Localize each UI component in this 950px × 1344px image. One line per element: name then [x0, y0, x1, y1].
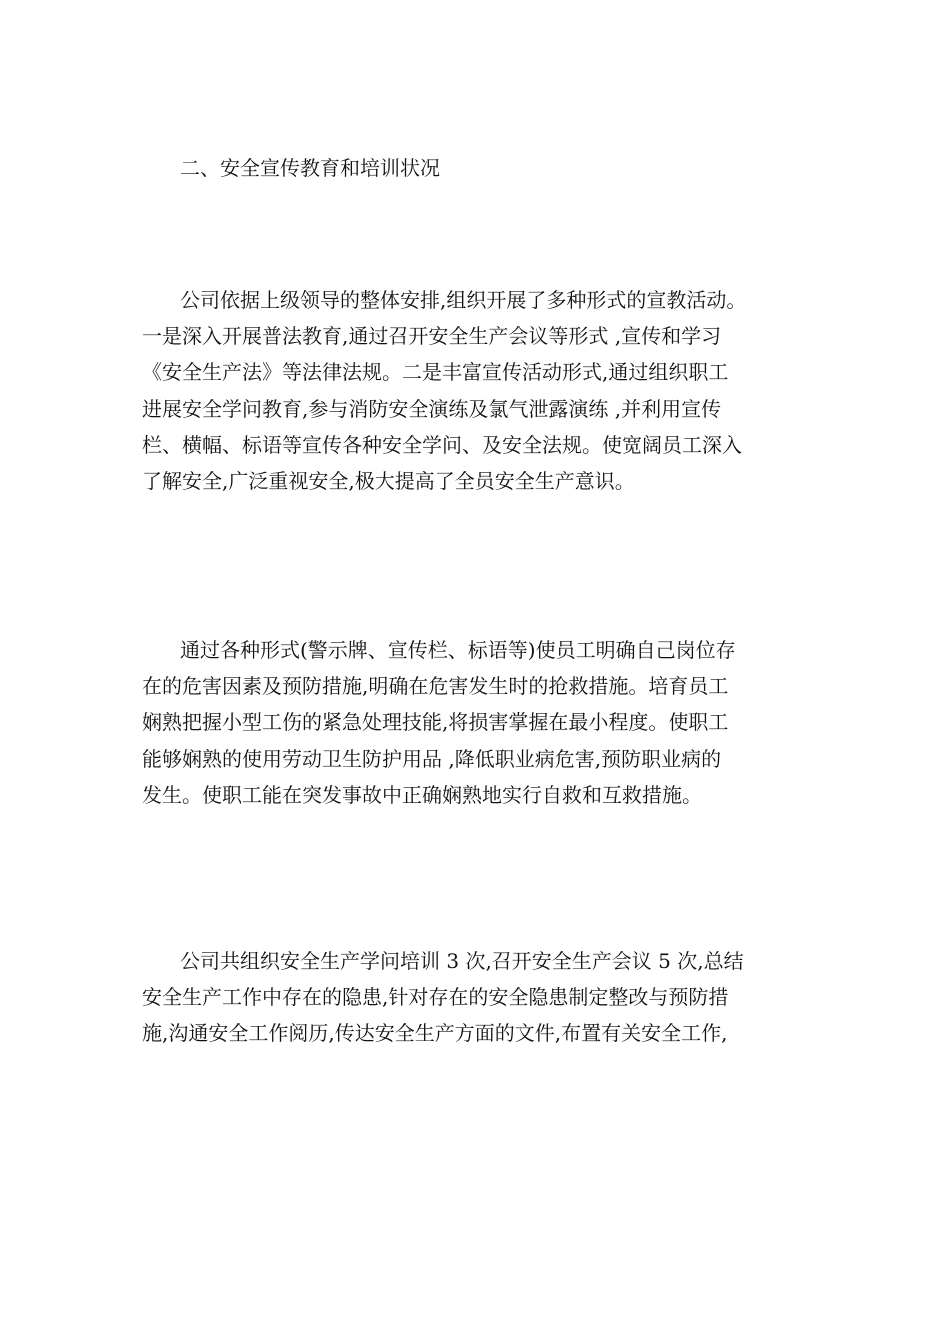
- paragraph-line: 进展安全学问教育,参与消防安全演练及氯气泄露演练 ,并利用宣传: [142, 396, 722, 421]
- paragraph-line: 发生。使职工能在突发事故中正确娴熟地实行自救和互救措施。: [142, 782, 702, 807]
- paragraph-line: 能够娴熟的使用劳动卫生防护用品 ,降低职业病危害,预防职业病的: [142, 746, 722, 771]
- section-heading: 二、安全宣传教育和培训状况: [180, 156, 440, 180]
- paragraph-line: 娴熟把握小型工伤的紧急处理技能,将损害掌握在最小程度。使职工: [142, 710, 729, 735]
- paragraph-training-sessions: [142, 943, 820, 1052]
- paragraph-line: 栏、横幅、标语等宣传各种安全学问、及安全法规。使宽阔员工深入: [142, 432, 742, 457]
- paragraph-line: 公司共组织安全生产学问培训 3 次,召开安全生产会议 5 次,总结: [180, 949, 744, 973]
- paragraph-hazard-awareness: [142, 632, 820, 813]
- paragraph-line: 公司依据上级领导的整体安排,组织开展了多种形式的宣教活动。: [180, 288, 747, 312]
- paragraph-line: 安全生产工作中存在的隐患,针对存在的安全隐患制定整改与预防措: [142, 985, 729, 1010]
- paragraph-line: 通过各种形式(警示牌、宣传栏、标语等)使员工明确自己岗位存: [180, 638, 736, 662]
- paragraph-line: 一是深入开展普法教育,通过召开安全生产会议等形式 ,宣传和学习: [142, 324, 722, 349]
- paragraph-line: 在的危害因素及预防措施,明确在危害发生时的抢救措施。培育员工: [142, 674, 729, 699]
- paragraph-line: 了解安全,广泛重视安全,极大提高了全员安全生产意识。: [142, 468, 635, 493]
- paragraph-line: 《安全生产法》等法律法规。二是丰富宣传活动形式,通过组织职工: [142, 360, 729, 385]
- paragraph-propaganda-activities: [142, 282, 820, 499]
- paragraph-line: 施,沟通安全工作阅历,传达安全生产方面的文件,布置有关安全工作,: [142, 1021, 728, 1046]
